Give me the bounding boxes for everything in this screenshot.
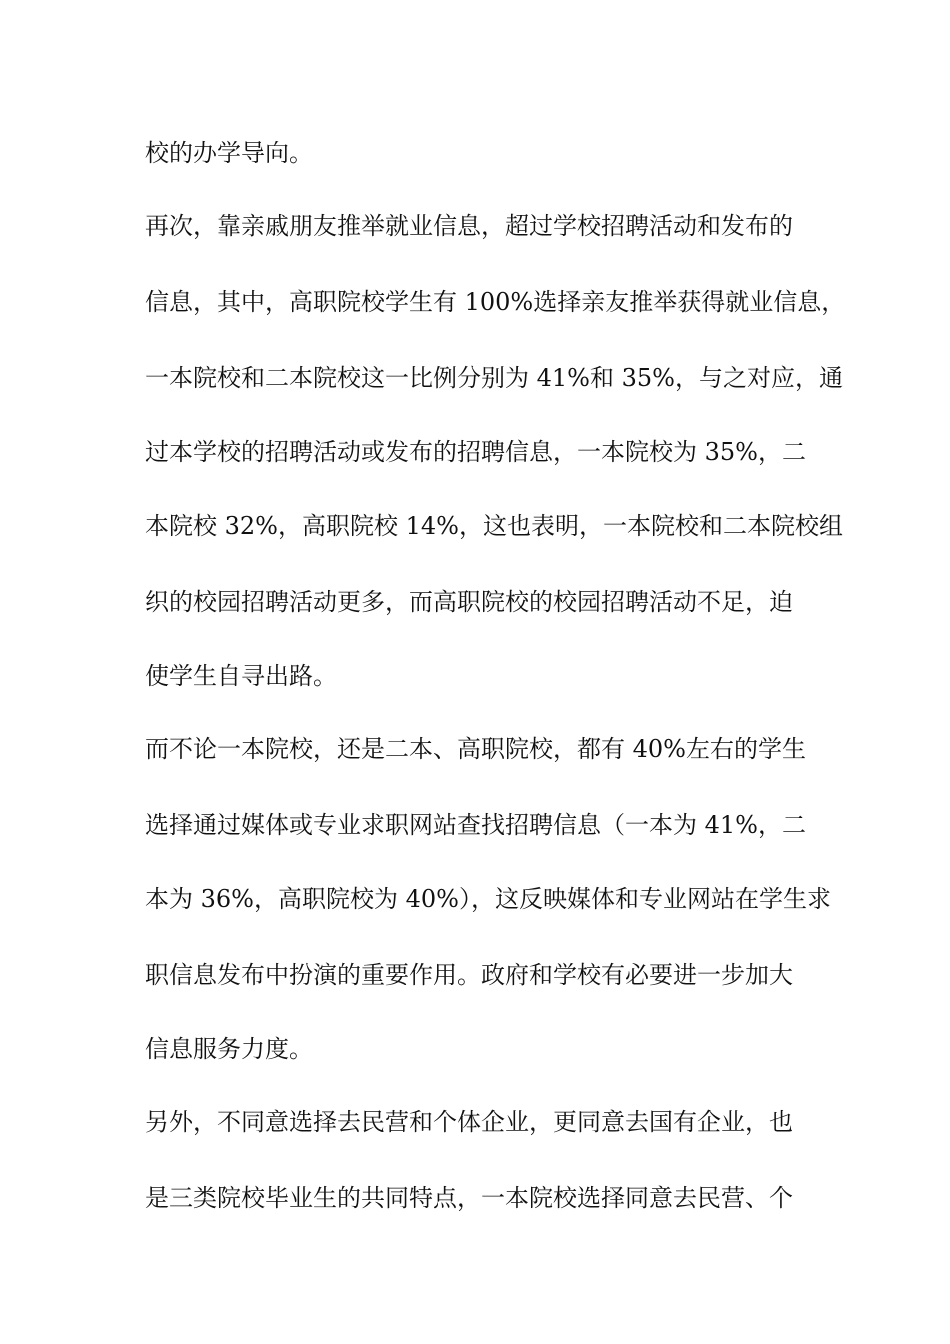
text-line: 过本学校的招聘活动或发布的招聘信息，一本院校为 35%，二 xyxy=(145,438,806,466)
text-line: 织的校园招聘活动更多，而高职院校的校园招聘活动不足，迫 xyxy=(145,588,793,616)
text-line: 再次，靠亲戚朋友推举就业信息，超过学校招聘活动和发布的 xyxy=(145,212,793,240)
text-line: 校的办学导向。 xyxy=(145,139,313,167)
text-line: 是三类院校毕业生的共同特点，一本院校选择同意去民营、个 xyxy=(145,1184,793,1212)
text-line: 信息，其中，高职院校学生有 100%选择亲友推举获得就业信息， xyxy=(145,288,846,316)
text-line: 本院校 32%，高职院校 14%，这也表明，一本院校和二本院校组 xyxy=(145,512,843,540)
text-line: 本为 36%，高职院校为 40%），这反映媒体和专业网站在学生求 xyxy=(145,885,831,913)
text-line: 一本院校和二本院校这一比例分别为 41%和 35%，与之对应，通 xyxy=(145,364,843,392)
text-line: 而不论一本院校，还是二本、高职院校，都有 40%左右的学生 xyxy=(145,735,806,763)
text-line: 信息服务力度。 xyxy=(145,1035,313,1063)
text-line: 选择通过媒体或专业求职网站查找招聘信息（一本为 41%，二 xyxy=(145,811,806,839)
text-line: 使学生自寻出路。 xyxy=(145,662,337,690)
text-line: 职信息发布中扮演的重要作用。政府和学校有必要进一步加大 xyxy=(145,961,793,989)
text-line: 另外，不同意选择去民营和个体企业，更同意去国有企业，也 xyxy=(145,1108,793,1136)
